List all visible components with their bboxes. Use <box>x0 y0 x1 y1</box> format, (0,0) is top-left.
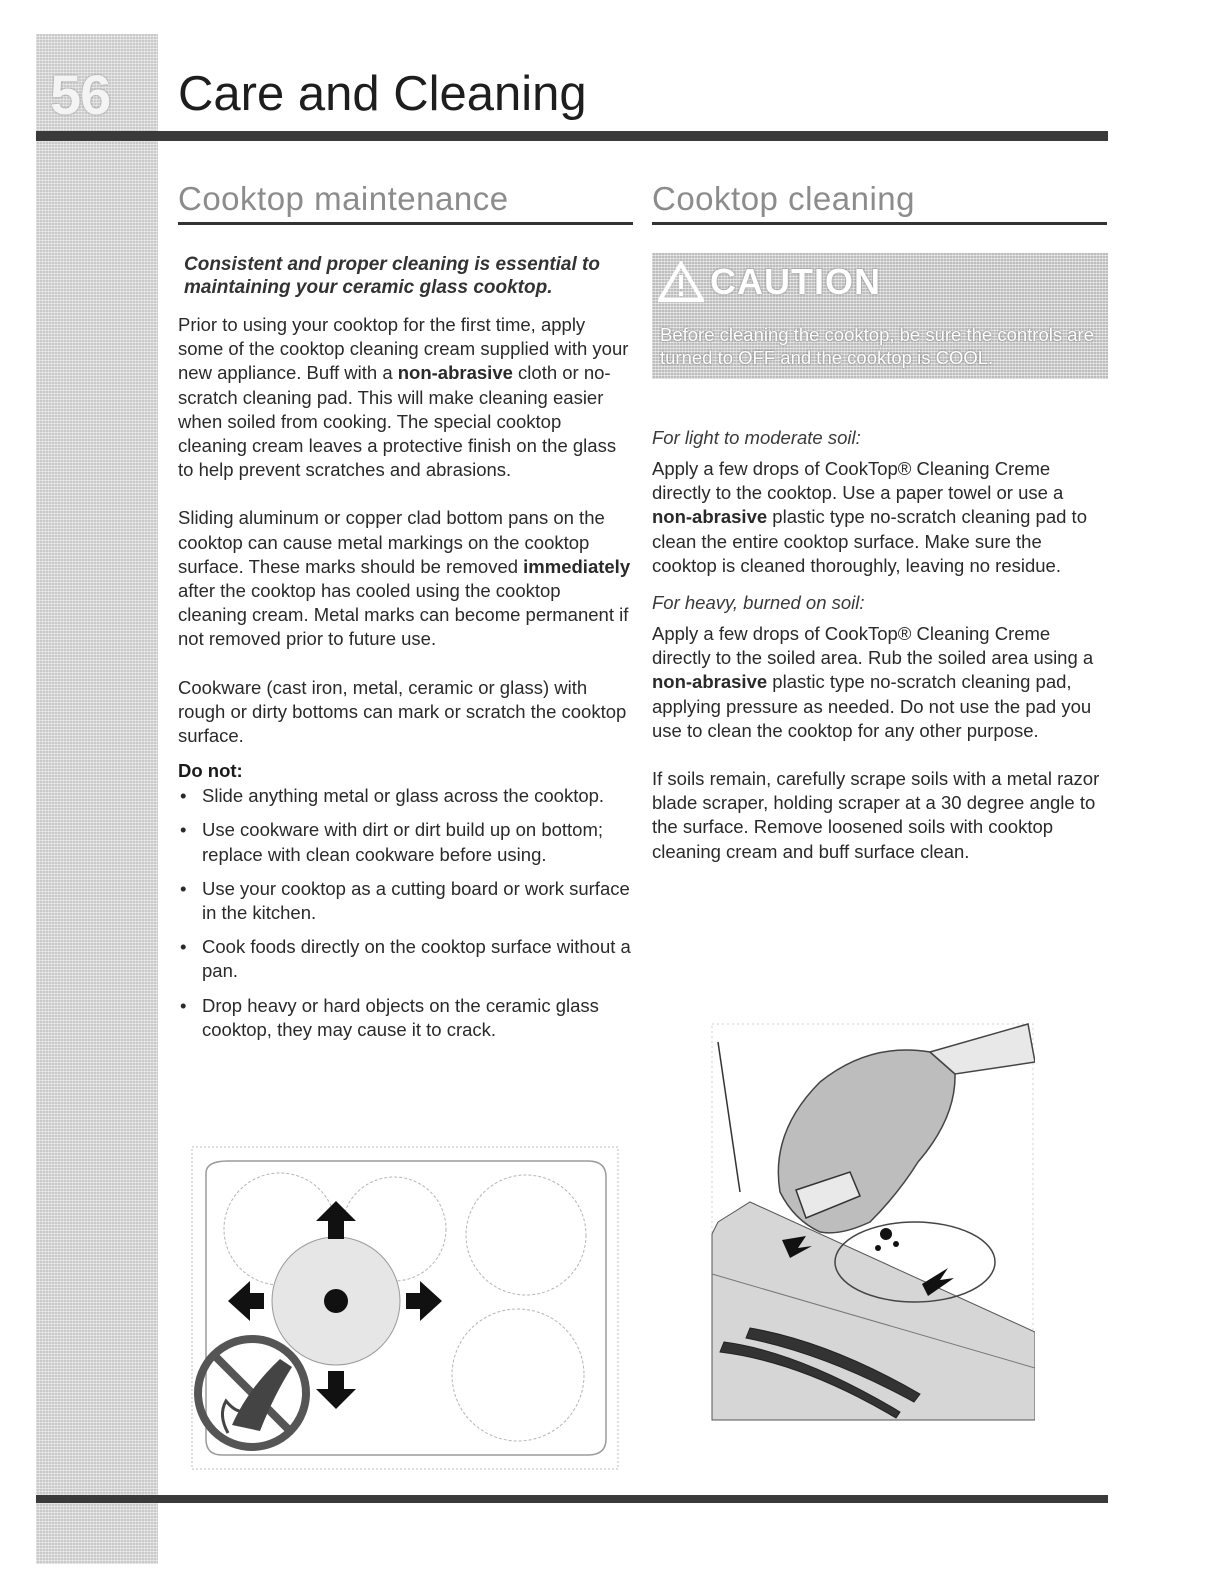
page-title: Care and Cleaning <box>178 67 587 121</box>
donot-title: Do not: <box>178 760 243 782</box>
arrow-down-icon <box>316 1371 356 1409</box>
caution-box <box>652 253 1108 379</box>
arrow-left-icon <box>228 1281 264 1321</box>
cleaning-heading: Cooktop cleaning <box>652 180 1107 225</box>
maintenance-heading: Cooktop maintenance <box>178 180 633 225</box>
list-item: • Slide anything metal or glass across the cooktop. <box>180 785 605 807</box>
burner-bottom-right <box>452 1309 584 1441</box>
page-number: 56 <box>50 63 111 126</box>
razor-scraper-illustration <box>710 1022 1035 1422</box>
heavy-soil-text: Apply a few drops of CookTop® Cleaning Creme directly to the soiled area. Rub the soiled area using a non-abrasive plastic type no-scratch cleaning pad, applying pressure as needed. Do not use the pad you use to clean the cooktop for any other purpose. <box>652 623 1094 741</box>
pan-center-dot <box>324 1289 348 1313</box>
list-item: • Use your cooktop as a cutting board or work surface in the kitchen. <box>180 877 630 924</box>
cooktop-sliding-illustration <box>188 1143 622 1473</box>
light-soil-label: For light to moderate soil: <box>652 427 861 448</box>
heavy-soil-label: For heavy, burned on soil: <box>652 592 865 614</box>
list-item: • Cook foods directly on the cooktop surface without a pan. <box>180 936 631 982</box>
donot-list <box>178 784 633 1042</box>
caution-text: Before cleaning the cooktop, be sure the controls are turned to OFF and the cooktop is COOL. <box>660 324 1094 368</box>
caution-title: CAUTION <box>710 261 881 302</box>
warning-triangle-icon <box>658 261 704 303</box>
maintenance-intro: Consistent and proper cleaning is essential to maintaining your ceramic glass cooktop. <box>184 254 600 298</box>
arrow-up-icon <box>316 1201 356 1239</box>
list-item: • Use cookware with dirt or dirt build up on bottom; replace with clean cookware before using. <box>180 819 604 865</box>
maintenance-column <box>178 180 633 1052</box>
cleaning-column <box>652 180 1107 864</box>
caution-header <box>658 261 881 303</box>
footer-rule <box>36 1495 1108 1503</box>
burner-top-right <box>466 1175 586 1295</box>
page-sidebar-band <box>36 34 158 1564</box>
list-item: • Drop heavy or hard objects on the ceramic glass cooktop, they may cause it to crack. <box>180 994 599 1040</box>
maintenance-paragraph-2: Sliding aluminum or copper clad bottom pans on the cooktop can cause metal markings on the cooktop surface. These marks should be removed immediately after the cooktop has cooled using the cooktop cleaning cream. Metal marks can become permanent if not removed prior to future use. <box>178 507 631 650</box>
maintenance-paragraph-3: Cookware (cast iron, metal, ceramic or glass) with rough or dirty bottoms can mark or scratch the cooktop surface. <box>178 676 627 747</box>
arrow-right-icon <box>406 1281 442 1321</box>
header-rule <box>36 131 1108 141</box>
remaining-soil-text: If soils remain, carefully scrape soils with a metal razor blade scraper, holding scraper at a 30 degree angle to the surface. Remove loosened soils with cooktop cleaning cream and buff surface clean. <box>652 768 1100 862</box>
light-soil-text: Apply a few drops of CookTop® Cleaning Creme directly to the cooktop. Use a paper towel or use a non-abrasive plastic type no-scratch cleaning pad to clean the entire cooktop surface. Make sure the cooktop is cleaned thoroughly, leaving no residue. <box>652 458 1087 576</box>
maintenance-paragraph-1: Prior to using your cooktop for the first time, apply some of the cooktop cleaning cream supplied with your new appliance. Buff with a non-abrasive cloth or no-scratch cleaning pad. This will make cleaning easier when soiled from cooking. The special cooktop cleaning cream leaves a protective finish on the glass to help prevent scratches and abrasions. <box>178 314 629 481</box>
no-slide-prohibition-icon <box>198 1339 306 1447</box>
